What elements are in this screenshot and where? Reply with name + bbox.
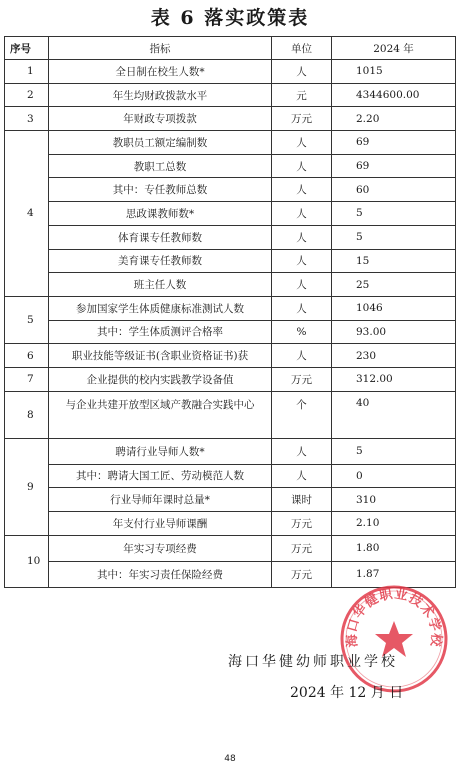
table-row [5,296,456,320]
header-unit: 单位 [272,37,332,60]
row-value: 312.00 [332,367,456,391]
row-seq: 7 [5,367,49,391]
row-seq: 2 [5,83,49,107]
row-unit: 人 [272,60,332,84]
row-unit: 人 [272,296,332,320]
table-row [5,154,456,178]
table-row [5,225,456,249]
row-unit: 课时 [272,488,332,512]
row-indicator: 年支付行业导师课酬 [49,512,272,536]
table-row [5,178,456,202]
row-unit: 万元 [272,367,332,391]
row-indicator: 全日制在校生人数* [49,60,272,84]
row-unit: 人 [272,225,332,249]
row-indicator: 教职工总数 [49,154,272,178]
table-row [5,131,456,155]
row-unit: % [272,320,332,344]
school-name: 海口华健幼师职业学校 [228,654,398,670]
row-indicator: 体育课专任教师数 [49,225,272,249]
table-row [5,367,456,391]
row-value: 230 [332,344,456,368]
table-row [5,391,456,438]
row-unit: 人 [272,273,332,297]
row-indicator: 教职员工额定编制数 [49,131,272,155]
table-row [5,320,456,344]
table-row [5,438,456,464]
row-value: 5 [332,438,456,464]
row-indicator: 美育课专任教师数 [49,249,272,273]
policy-table [4,36,456,588]
table-row [5,249,456,273]
row-unit: 个 [272,391,332,438]
table-row [5,107,456,131]
row-value: 0 [332,464,456,488]
table-row [5,464,456,488]
row-value: 69 [332,131,456,155]
row-value: 4344600.00 [332,83,456,107]
table-header-row [5,37,456,60]
row-unit: 万元 [272,561,332,587]
table-row [5,60,456,84]
row-unit: 万元 [272,535,332,561]
row-seq: 6 [5,344,49,368]
table-row [5,273,456,297]
row-value: 2.10 [332,512,456,536]
row-unit: 人 [272,154,332,178]
row-unit: 人 [272,202,332,226]
row-indicator: 其中：专任教师总数 [49,178,272,202]
row-value: 2.20 [332,107,456,131]
header-year: 2024 年 [332,37,456,60]
row-indicator: 其中：聘请大国工匠、劳动模范人数 [49,464,272,488]
row-seq: 9 [5,438,49,535]
table-row [5,83,456,107]
row-unit: 万元 [272,107,332,131]
row-indicator: 年生均财政拨款水平 [49,83,272,107]
row-unit: 人 [272,344,332,368]
table-row [5,512,456,536]
row-value: 5 [332,225,456,249]
row-unit: 人 [272,438,332,464]
row-seq: 4 [5,131,49,297]
row-seq: 3 [5,107,49,131]
table-row [5,488,456,512]
row-indicator: 年财政专项拨款 [49,107,272,131]
row-indicator: 其中：年实习责任保险经费 [49,561,272,587]
row-indicator: 聘请行业导师人数* [49,438,272,464]
row-indicator: 班主任人数 [49,273,272,297]
row-indicator: 行业导师年课时总量* [49,488,272,512]
row-value: 25 [332,273,456,297]
row-value: 1046 [332,296,456,320]
row-indicator: 思政课教师数* [49,202,272,226]
row-unit: 人 [272,178,332,202]
row-value: 93.00 [332,320,456,344]
row-seq: 10 [5,535,49,587]
header-indicator: 指标 [49,37,272,60]
table-row [5,535,456,561]
table-title: 表 6 落实政策表 [150,7,310,29]
row-value: 1.80 [332,535,456,561]
row-value: 1.87 [332,561,456,587]
row-value: 69 [332,154,456,178]
issue-date: 2024 年 12 月 日 [290,685,404,701]
row-indicator: 年实习专项经费 [49,535,272,561]
header-seq: 序号 [5,37,49,60]
row-seq: 1 [5,60,49,84]
page-number: 48 [224,754,236,764]
table-row [5,202,456,226]
row-indicator: 参加国家学生体质健康标准测试人数 [49,296,272,320]
row-indicator: 与企业共建开放型区域产教融合实践中心 [49,391,272,438]
row-unit: 人 [272,131,332,155]
row-unit: 元 [272,83,332,107]
row-indicator: 其中：学生体质测评合格率 [49,320,272,344]
row-value: 40 [332,391,456,438]
row-value: 5 [332,202,456,226]
row-indicator: 企业提供的校内实践教学设备值 [49,367,272,391]
row-seq: 5 [5,296,49,343]
row-value: 310 [332,488,456,512]
row-unit: 人 [272,464,332,488]
table-row [5,344,456,368]
row-unit: 万元 [272,512,332,536]
row-value: 15 [332,249,456,273]
school-seal-stamp [338,583,450,695]
row-value: 60 [332,178,456,202]
row-indicator: 职业技能等级证书(含职业资格证书)获 [49,344,272,368]
svg-text:海口华健职业技术学校: 海口华健职业技术学校 [344,586,444,648]
row-value: 1015 [332,60,456,84]
row-seq: 8 [5,391,49,438]
row-unit: 人 [272,249,332,273]
